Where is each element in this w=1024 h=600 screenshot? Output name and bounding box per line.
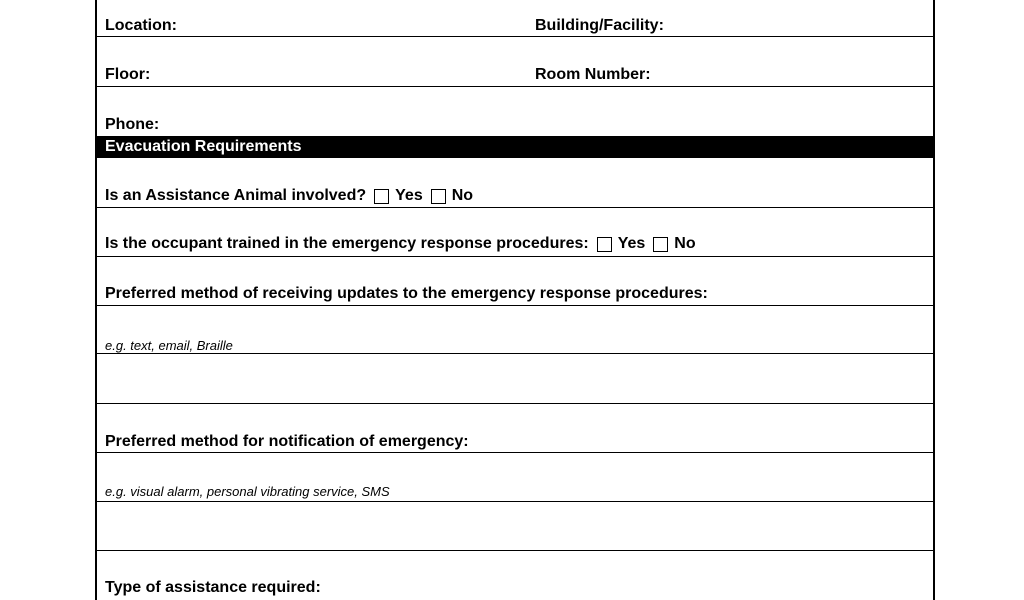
floor-label: Floor: [105,66,151,83]
assistance-animal-yes-checkbox[interactable] [374,189,389,204]
row-divider [97,353,933,354]
notification-method-hint: e.g. visual alarm, personal vibrating service, SMS [105,484,390,499]
row-divider [97,403,933,404]
trained-no-checkbox[interactable] [653,237,668,252]
phone-label: Phone: [105,116,160,133]
assistance-type-label: Type of assistance required: [105,579,321,596]
assistance-animal-no-option[interactable] [423,186,473,206]
row-divider [97,305,933,306]
trained-yes-checkbox[interactable] [597,237,612,252]
row-divider [97,256,933,257]
trained-question-label: Is the occupant trained in the emergency response procedures: [105,235,589,252]
updates-method-answer-field[interactable] [97,355,933,402]
trained-question [105,234,696,254]
notification-method-answer-field[interactable] [97,503,933,549]
trained-no-label: No [674,235,696,252]
assistance-animal-no-checkbox[interactable] [431,189,446,204]
updates-method-hint: e.g. text, email, Braille [105,338,233,353]
building-facility-label: Building/Facility: [535,17,664,34]
section-title: Evacuation Requirements [105,138,302,155]
section-header-evacuation [97,136,933,158]
assistance-animal-yes-option[interactable] [366,186,423,206]
row-divider [97,207,933,208]
row-divider [97,36,933,37]
trained-no-option[interactable] [645,234,695,254]
assistance-animal-no-label: No [451,187,474,204]
trained-yes-label: Yes [617,235,646,252]
evacuation-plan-form [95,0,935,600]
notification-method-label: Preferred method for notification of emergency: [105,433,469,450]
location-label: Location: [105,17,177,34]
row-divider [97,550,933,551]
updates-method-label: Preferred method of receiving updates to the emergency response procedures: [105,285,708,302]
row-divider [97,501,933,502]
assistance-animal-question [105,186,473,206]
trained-yes-option[interactable] [589,234,646,254]
room-number-label: Room Number: [535,66,651,83]
row-divider [97,452,933,453]
row-divider [97,86,933,87]
assistance-animal-yes-label: Yes [395,187,423,204]
assistance-animal-question-label: Is an Assistance Animal involved? [105,187,367,204]
